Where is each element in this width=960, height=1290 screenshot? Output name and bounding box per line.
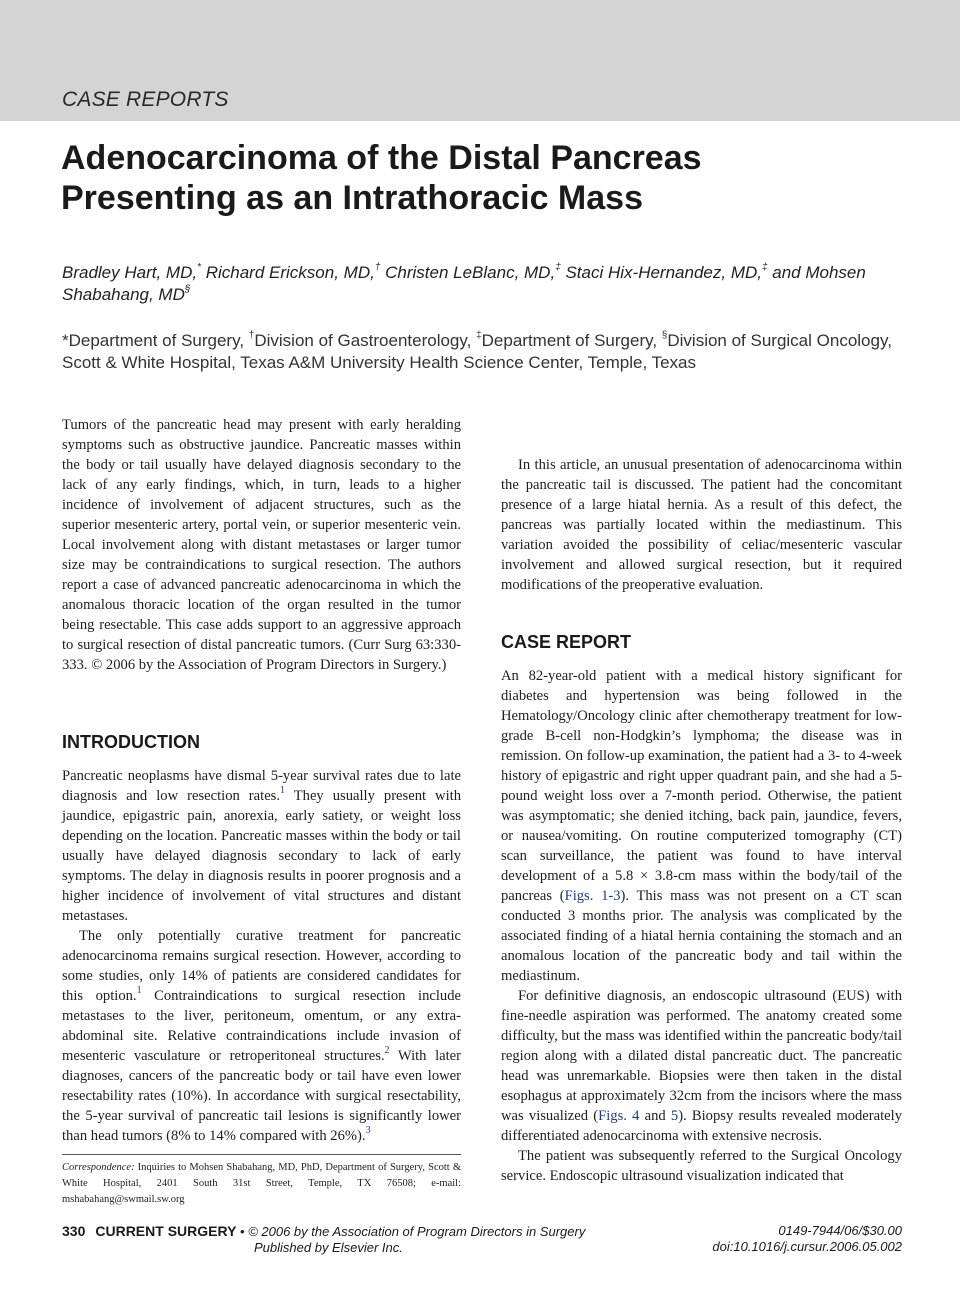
case-report-heading: CASE REPORT: [501, 632, 632, 652]
citation-link[interactable]: 2: [384, 1045, 390, 1057]
article-title: [61, 138, 901, 218]
case-paragraph-3: The patient was subsequently referred to the Surgical Oncology service. Endoscopic ultrasound visualization indicated that: [501, 1148, 902, 1184]
author-list: [62, 262, 902, 306]
title-line-2: Presenting as an Intrathoracic Mass: [61, 179, 643, 217]
case-paragraph-1: An 82-year-old patient with a medical history significant for diabetes and hypertension was being followed in the Hematology/Oncology clinic after chemotherapy treatment for low-grade B-cell non-Hodgkin’s lymphoma; the disease was in remission. On follow-up examination, the patient had a 3- to 4-week history of epigastric and right upper quadrant pain, and she had a 5-pound weight loss over a 7-month period. Otherwise, the patient was asymptomatic; she denied itching, back pain, jaundice, fevers, or nausea/vomiting. On routine computerized tomography (CT) scan surveillance, the patient was found to have interval development of a 5.8 × 3.8-cm mass within the body/tail of the pancreas (Figs. 1-3). This mass was not present on a CT scan conducted 3 months prior. The analysis was complicated by the associated finding of a hiatal hernia containing the stomach and an anomalous location of the pancreatic body and tail within the mediastinum.: [501, 668, 902, 984]
author-3-mark: ‡: [555, 262, 561, 274]
title-line-1: Adenocarcinoma of the Distal Pancreas: [61, 139, 702, 177]
author-2-mark: †: [374, 262, 381, 274]
author-3: Christen LeBlanc, MD,: [380, 263, 556, 282]
introduction-heading: INTRODUCTION: [62, 732, 200, 752]
abstract: [62, 415, 461, 675]
affil-mark-1: *: [62, 331, 69, 350]
affil-2: Division of Gastroenterology,: [254, 331, 477, 350]
affil-1: Department of Surgery,: [68, 331, 249, 350]
intro-continued: [501, 455, 902, 595]
author-1-mark: *: [197, 262, 201, 274]
doi: doi:10.1016/j.cursur.2006.05.002: [712, 1239, 902, 1254]
affil-3: Department of Surgery,: [481, 331, 662, 350]
footnote-label: Correspondence:: [62, 1162, 135, 1173]
author-5: and Mohsen Shabahang, MD: [62, 263, 866, 304]
abstract-text: Tumors of the pancreatic head may present with early heralding symptoms such as obstructive jaundice. Pancreatic masses within the body or tail usually have delayed diagnosis secondary to the lack of any early findings, which, in turn, leads to a higher incidence of involvement of adjacent structures, such as the superior mesenteric artery, portal vein, or superior mesenteric vein. Local involvement along with distant metastases or larger tumor size may be contraindications to surgical resection. The authors report a case of advanced pancreatic adenocarcinoma in which the anomalous thoracic location of the organ resulted in the tumor being resectable. This case adds support to an aggressive approach to surgical resection of distal pancreatic tumors. (Curr Surg 63:330-333. © 2006 by the Association of Program Directors in Surgery.): [62, 417, 461, 673]
case-paragraph-2: For definitive diagnosis, an endoscopic ultrasound (EUS) with fine-needle aspiration was performed. The anatomy created some difficulty, but the mass was identified within the pancreatic body/tail region along with a dilated distal pancreatic duct. The pancreatic head was unremarkable. Biopsies were then taken in the distal esophagus at approximately 32cm from the incisors where the mass was visualized (Figs. 4 and 5). Biopsy results revealed moderately differentiated adenocarcinoma with extensive necrosis.: [501, 988, 902, 1144]
page-footer-right: [712, 1223, 902, 1255]
price-code: 0149-7944/06/$30.00: [778, 1223, 902, 1238]
footnote-rule: [62, 1154, 461, 1155]
author-1: Bradley Hart, MD,: [62, 263, 198, 282]
footnote-text: Inquiries to Mohsen Shabahang, MD, PhD, Department of Surgery, Scott & White Hospital, 2401 South 31st Street, Temple, TX 76508; e-mail: mshabahang@swmail.sw.org: [62, 1162, 461, 1205]
figure-link[interactable]: Figs. 1-3: [564, 888, 621, 904]
publisher: Published by Elsevier Inc.: [254, 1240, 403, 1255]
figure-link[interactable]: Figs. 4: [598, 1108, 640, 1124]
page-footer-left: [62, 1223, 622, 1256]
affil-4: Division of Surgical Oncology, Scott & White Hospital, Texas A&M University Health Science Center, Temple, Texas: [62, 331, 892, 372]
author-4: Staci Hix-Hernandez, MD,: [560, 263, 762, 282]
affil-mark-3: ‡: [476, 330, 482, 342]
figure-link[interactable]: 5: [670, 1108, 679, 1124]
affil-mark-4: §: [661, 330, 668, 342]
copyright: © 2006 by the Association of Program Directors in Surgery: [248, 1224, 586, 1239]
section-label: CASE REPORTS: [62, 88, 229, 111]
citation-link[interactable]: 1: [136, 985, 142, 997]
author-2: Richard Erickson, MD,: [201, 263, 375, 282]
correspondence-footnote: [62, 1160, 461, 1208]
intro-paragraph-1: Pancreatic neoplasms have dismal 5-year survival rates due to late diagnosis and low resection rates.$^1$ They usually present with jaundice, epigastric pain, anorexia, early satiety, or weight loss depending on the location. Pancreatic masses within the body or tail usually have delayed diagnosis secondary to lack of early symptoms. The delay in diagnosis results in poorer prognosis and a higher incidence of involvement of vital structures and distant metastases.: [62, 768, 461, 924]
intro-paragraph-2: The only potentially curative treatment for pancreatic adenocarcinoma remains surgical resection. However, according to some studies, only 14% of patients are considered candidates for this option.$^1$ Contraindications to surgical resection include metastases to the liver, peritoneum, omentum, or any extra-abdominal site. Relative contraindications include invasion of mesenteric vasculature or retroperitoneal structures.$^2$ With later diagnoses, cancers of the pancreatic body or tail have even lower resectability rates (10%). In accordance with surgical resectability, the 5-year survival of pancreatic tail lesions is significantly lower than head tumors (8% to 14% compared with 26%).$^3$: [62, 928, 462, 1144]
case-report-section: [501, 631, 902, 1186]
footer-bullet: •: [236, 1224, 249, 1239]
intro-paragraph-3: In this article, an unusual presentation of adenocarcinoma within the pancreatic tail is discussed. The patient had the concomitant presence of a large hiatal hernia. As a result of this defect, the pancreas was partially located within the mediastinum. This variation avoided the possibility of celiac/mesenteric vascular involvement and allowed surgical resection, but it required modifications of the preoperative evaluation.: [501, 457, 902, 593]
author-4-mark: ‡: [761, 262, 768, 274]
introduction-section: [62, 731, 461, 1146]
citation-link[interactable]: 3: [365, 1125, 371, 1137]
citation-link[interactable]: 1: [280, 785, 285, 797]
page-number: 330: [62, 1223, 86, 1239]
affiliations: [62, 330, 902, 374]
affil-mark-2: †: [248, 330, 255, 342]
author-5-mark: §: [184, 284, 191, 296]
journal-name: CURRENT SURGERY: [95, 1223, 237, 1239]
